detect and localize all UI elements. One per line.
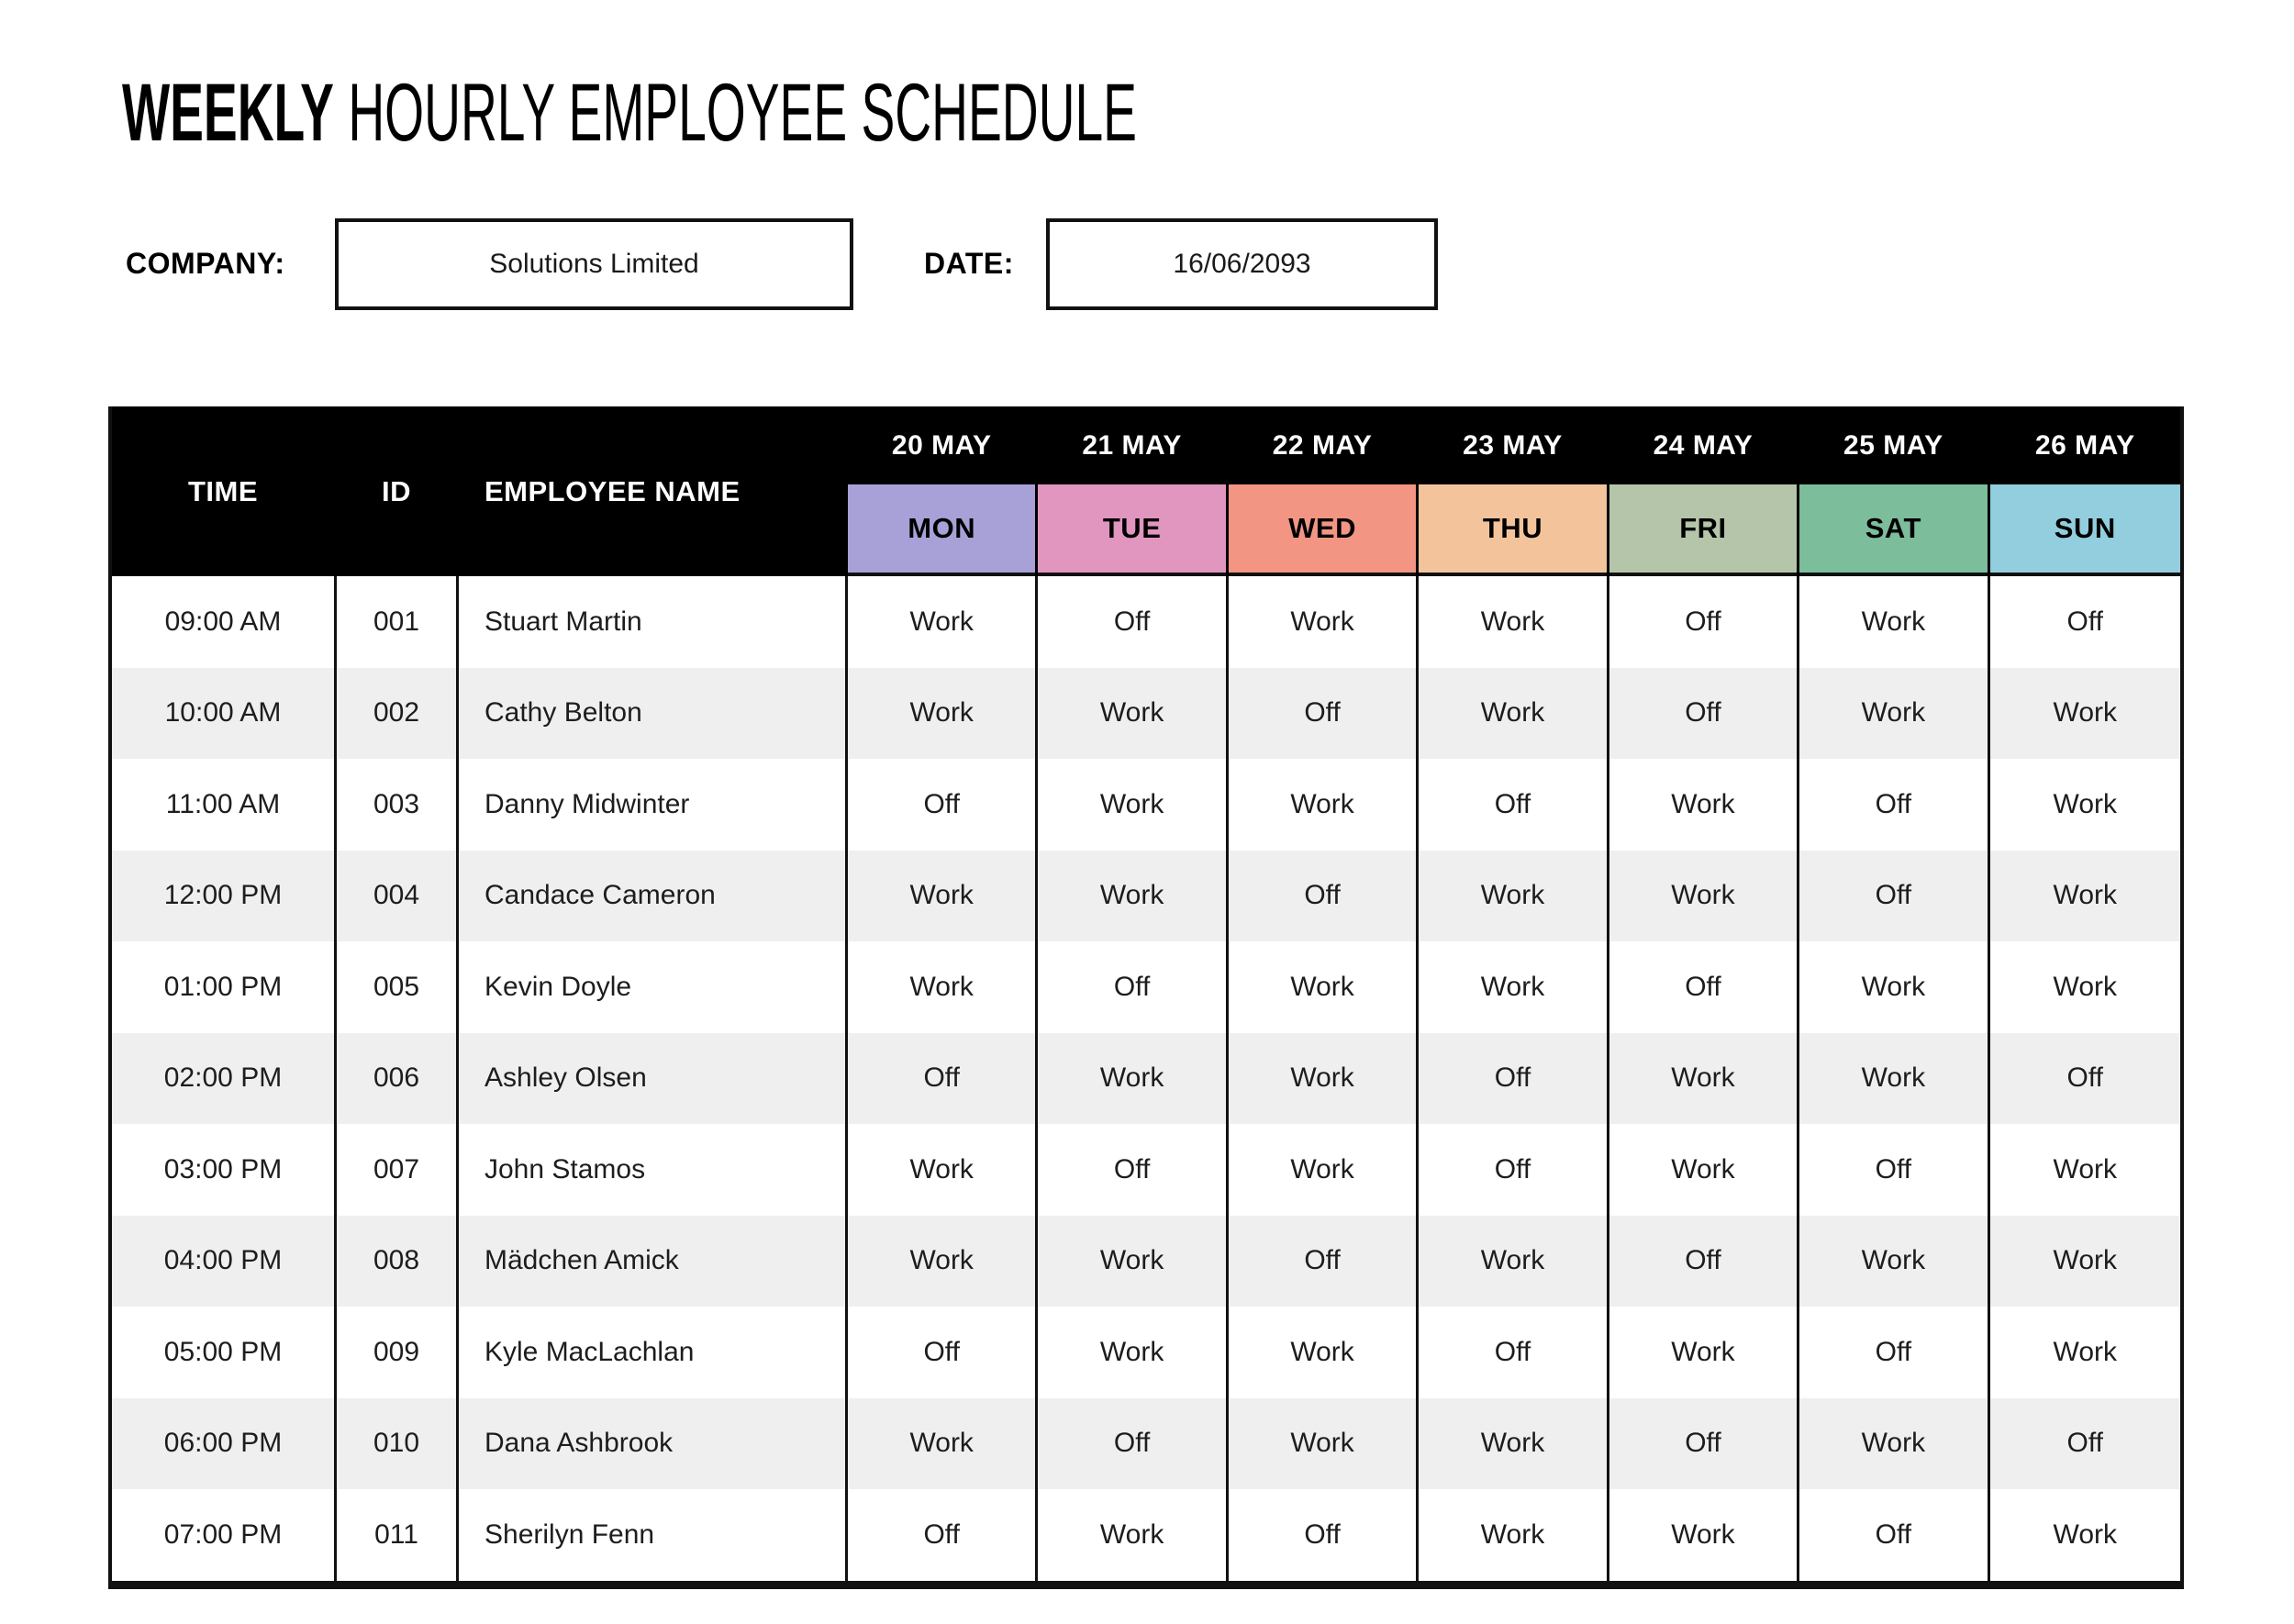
day-label: SAT <box>1865 512 1921 544</box>
shift-cell-mon: Work <box>848 668 1038 760</box>
shift-cell-wed: Work <box>1229 1307 1419 1398</box>
shift-cell-tue: Off <box>1038 1124 1228 1216</box>
shift-cell-sun: Work <box>2053 971 2117 1002</box>
shift-cell-sun: Work <box>2053 788 2117 819</box>
employee-name-cell: Dana Ashbrook <box>459 1398 848 1490</box>
company-input[interactable] <box>335 218 853 310</box>
shift-cell-fri: Work <box>1609 851 1799 942</box>
day-label: SUN <box>2054 512 2116 544</box>
day-label: THU <box>1482 512 1543 544</box>
day-date: 21 MAY <box>1082 429 1182 461</box>
shift-cell-wed: Off <box>1229 1216 1419 1307</box>
shift-cell-mon: Work <box>848 576 1038 668</box>
time-cell: 10:00 AM <box>112 668 337 760</box>
table-header <box>112 406 2180 576</box>
header-employee-name: EMPLOYEE NAME <box>459 406 848 576</box>
employee-name-cell: Sherilyn Fenn <box>459 1489 848 1581</box>
shift-cell-sat: Work <box>1799 941 1989 1033</box>
id-cell: 003 <box>337 759 459 851</box>
shift-cell-sun: Off <box>2066 1428 2104 1459</box>
shift-cell-fri: Work <box>1609 1307 1799 1398</box>
shift-cell-sun: Work <box>2053 1153 2117 1185</box>
id-cell: 008 <box>337 1216 459 1307</box>
id-cell: 006 <box>337 1033 459 1125</box>
shift-cell-wed: Off <box>1229 851 1419 942</box>
date-value: 16/06/2093 <box>1173 249 1311 279</box>
header-time: TIME <box>112 406 337 576</box>
shift-cell-sun: Work <box>2053 880 2117 911</box>
employee-name-cell: John Stamos <box>459 1124 848 1216</box>
shift-cell-sat: Off <box>1799 1124 1989 1216</box>
shift-cell-fri: Off <box>1609 668 1799 760</box>
shift-cell-thu: Work <box>1419 941 1609 1033</box>
day-header-sat <box>1799 406 1989 576</box>
day-header-thu <box>1419 406 1609 576</box>
employee-name-cell: Kevin Doyle <box>459 941 848 1033</box>
day-header-tue <box>1038 406 1228 576</box>
shift-cell-fri: Work <box>1609 759 1799 851</box>
shift-cell-wed: Off <box>1229 1489 1419 1581</box>
day-label: TUE <box>1102 512 1162 544</box>
shift-cell-fri: Off <box>1609 1398 1799 1490</box>
shift-cell-tue: Off <box>1038 576 1228 668</box>
time-cell: 11:00 AM <box>112 759 337 851</box>
id-cell: 011 <box>337 1489 459 1581</box>
time-cell: 09:00 AM <box>112 576 337 668</box>
shift-cell-sun: Off <box>2066 606 2104 637</box>
shift-cell-thu: Work <box>1419 851 1609 942</box>
shift-cell-sun: Work <box>2053 1336 2117 1367</box>
shift-cell-wed: Off <box>1229 668 1419 760</box>
shift-cell-sun: Work <box>2053 1518 2117 1550</box>
employee-name-cell: Danny Midwinter <box>459 759 848 851</box>
shift-cell-fri: Work <box>1609 1033 1799 1125</box>
id-cell: 009 <box>337 1307 459 1398</box>
table-row <box>112 576 2180 668</box>
time-cell: 01:00 PM <box>112 941 337 1033</box>
day-chip <box>1229 484 1416 576</box>
day-date: 25 MAY <box>1843 429 1943 461</box>
shift-cell-wed: Work <box>1229 1124 1419 1216</box>
shift-cell-tue: Work <box>1038 1489 1228 1581</box>
shift-cell-wed: Work <box>1229 1398 1419 1490</box>
shift-cell-sat: Work <box>1799 1216 1989 1307</box>
table-row <box>112 1124 2180 1216</box>
employee-name-cell: Kyle MacLachlan <box>459 1307 848 1398</box>
shift-cell-sat: Off <box>1799 759 1989 851</box>
day-label: MON <box>908 512 976 544</box>
table-row <box>112 1398 2180 1490</box>
shift-cell-tue: Work <box>1038 668 1228 760</box>
day-header-wed <box>1229 406 1419 576</box>
day-label: FRI <box>1679 512 1727 544</box>
shift-cell-tue: Work <box>1038 759 1228 851</box>
employee-name-cell: Candace Cameron <box>459 851 848 942</box>
time-cell: 12:00 PM <box>112 851 337 942</box>
shift-cell-mon: Off <box>848 1489 1038 1581</box>
employee-name-cell: Stuart Martin <box>459 576 848 668</box>
day-chip <box>1799 484 1987 576</box>
day-chip <box>1419 484 1606 576</box>
time-cell: 06:00 PM <box>112 1398 337 1490</box>
day-date: 22 MAY <box>1272 429 1373 461</box>
shift-cell-mon: Off <box>848 1033 1038 1125</box>
page-title <box>122 66 1137 158</box>
shift-cell-sat: Work <box>1799 668 1989 760</box>
time-cell: 05:00 PM <box>112 1307 337 1398</box>
shift-cell-tue: Work <box>1038 1216 1228 1307</box>
header-id: ID <box>337 406 459 576</box>
id-cell: 001 <box>337 576 459 668</box>
table-row <box>112 851 2180 942</box>
day-date: 20 MAY <box>891 429 992 461</box>
shift-cell-sat: Off <box>1799 1489 1989 1581</box>
shift-cell-wed: Work <box>1229 941 1419 1033</box>
time-cell: 07:00 PM <box>112 1489 337 1581</box>
day-header-sun <box>1990 406 2180 576</box>
company-label: COMPANY: <box>126 247 285 280</box>
shift-cell-fri: Off <box>1609 941 1799 1033</box>
shift-cell-thu: Work <box>1419 1216 1609 1307</box>
shift-cell-thu: Work <box>1419 576 1609 668</box>
table-row <box>112 941 2180 1033</box>
employee-name-cell: Mädchen Amick <box>459 1216 848 1307</box>
shift-cell-tue: Work <box>1038 1307 1228 1398</box>
shift-cell-mon: Work <box>848 1124 1038 1216</box>
table-row <box>112 1307 2180 1398</box>
shift-cell-thu: Work <box>1419 1489 1609 1581</box>
shift-cell-sat: Off <box>1799 1307 1989 1398</box>
table-body <box>112 576 2180 1581</box>
shift-cell-thu: Work <box>1419 1398 1609 1490</box>
day-date: 26 MAY <box>2034 429 2135 461</box>
shift-cell-wed: Work <box>1229 1033 1419 1125</box>
shift-cell-tue: Off <box>1038 941 1228 1033</box>
day-chip <box>1609 484 1797 576</box>
shift-cell-wed: Work <box>1229 759 1419 851</box>
shift-cell-mon: Work <box>848 1216 1038 1307</box>
id-cell: 010 <box>337 1398 459 1490</box>
shift-cell-sat: Work <box>1799 576 1989 668</box>
day-header-mon <box>848 406 1038 576</box>
day-label: WED <box>1288 512 1356 544</box>
schedule-table <box>108 406 2184 1589</box>
table-row <box>112 668 2180 760</box>
shift-cell-tue: Off <box>1038 1398 1228 1490</box>
day-header-fri <box>1609 406 1799 576</box>
shift-cell-fri: Off <box>1609 576 1799 668</box>
day-chip <box>1990 484 2180 576</box>
id-cell: 007 <box>337 1124 459 1216</box>
shift-cell-thu: Off <box>1419 1033 1609 1125</box>
shift-cell-tue: Work <box>1038 1033 1228 1125</box>
date-label: DATE: <box>924 247 1014 280</box>
shift-cell-tue: Work <box>1038 851 1228 942</box>
shift-cell-mon: Off <box>848 759 1038 851</box>
shift-cell-sun: Off <box>2066 1062 2104 1094</box>
time-cell: 03:00 PM <box>112 1124 337 1216</box>
shift-cell-fri: Work <box>1609 1489 1799 1581</box>
employee-name-cell: Cathy Belton <box>459 668 848 760</box>
day-date: 24 MAY <box>1653 429 1754 461</box>
shift-cell-sat: Work <box>1799 1033 1989 1125</box>
table-row <box>112 1033 2180 1125</box>
shift-cell-thu: Off <box>1419 1307 1609 1398</box>
id-cell: 004 <box>337 851 459 942</box>
id-cell: 002 <box>337 668 459 760</box>
table-row <box>112 1216 2180 1307</box>
shift-cell-thu: Off <box>1419 1124 1609 1216</box>
shift-cell-thu: Off <box>1419 759 1609 851</box>
shift-cell-sun: Work <box>2053 697 2117 729</box>
employee-name-cell: Ashley Olsen <box>459 1033 848 1125</box>
time-cell: 02:00 PM <box>112 1033 337 1125</box>
date-input[interactable] <box>1046 218 1438 310</box>
shift-cell-sat: Off <box>1799 851 1989 942</box>
shift-cell-mon: Off <box>848 1307 1038 1398</box>
shift-cell-sun: Work <box>2053 1245 2117 1276</box>
table-row <box>112 759 2180 851</box>
time-cell: 04:00 PM <box>112 1216 337 1307</box>
company-value: Solutions Limited <box>489 249 699 279</box>
title-rest: HOURLY EMPLOYEE SCHEDULE <box>333 66 1137 158</box>
table-row <box>112 1489 2180 1581</box>
shift-cell-mon: Work <box>848 941 1038 1033</box>
day-date: 23 MAY <box>1463 429 1563 461</box>
shift-cell-fri: Work <box>1609 1124 1799 1216</box>
title-emphasis: WEEKLY <box>122 66 334 158</box>
shift-cell-fri: Off <box>1609 1216 1799 1307</box>
shift-cell-wed: Work <box>1229 576 1419 668</box>
shift-cell-mon: Work <box>848 1398 1038 1490</box>
day-chip <box>1038 484 1225 576</box>
day-chip <box>848 484 1035 576</box>
shift-cell-sat: Work <box>1799 1398 1989 1490</box>
shift-cell-mon: Work <box>848 851 1038 942</box>
shift-cell-thu: Work <box>1419 668 1609 760</box>
id-cell: 005 <box>337 941 459 1033</box>
